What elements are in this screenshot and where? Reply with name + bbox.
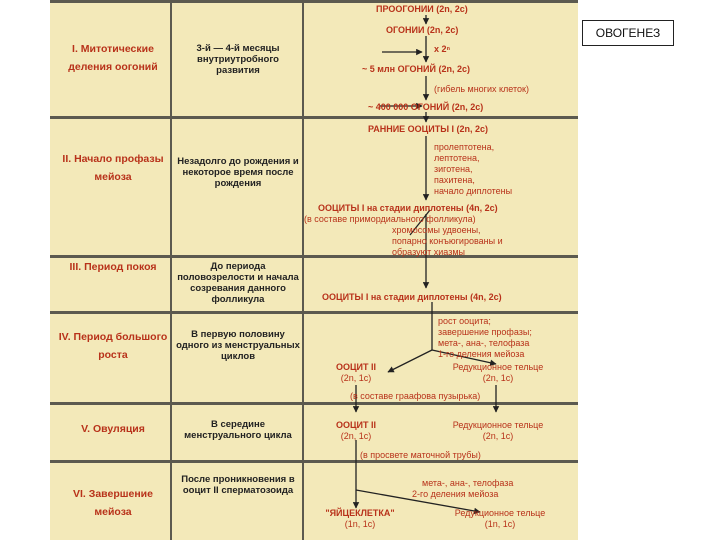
meiosis2-note: мета-, ана-, телофаза [422, 478, 514, 488]
stage-label: I. Митотические деления оогоний [68, 43, 158, 73]
growth-note: мета-, ана-, телофаза [438, 338, 530, 348]
chromosome-note: хромосомы удвоены, [392, 225, 481, 235]
cell-death-label: (гибель многих клеток) [434, 84, 529, 94]
stage-label: II. Начало профазы мейоза [62, 153, 164, 183]
growth-note: завершение профазы; [438, 327, 532, 337]
stage-label: III. Период покоя [69, 261, 157, 273]
prophase-stage: лептотена, [434, 153, 480, 163]
prophase-stage: пахитена, [434, 175, 475, 185]
tube-note: (в просвете маточной трубы) [360, 450, 481, 460]
diagram-title: ОВОГЕНЕЗ [582, 20, 674, 46]
early-oocytes-label: РАННИЕ ООЦИТЫ I (2n, 2c) [368, 124, 489, 134]
oocyte2-ovulated-label: ООЦИТ II [335, 420, 377, 430]
timing-text: После проникновения в ооцит II сперматозоида [181, 474, 295, 496]
timing-text: В середине менструального цикла [184, 419, 292, 441]
oogonia-400k-label: ~ 400 000 ОГОНИЙ (2n, 2c) [368, 102, 484, 112]
timing-text: В первую половину одного из менструальных циклов [176, 329, 300, 362]
growth-note: рост ооцита; [438, 316, 491, 326]
multiplication-label: x 2ⁿ [434, 44, 451, 54]
prophase-stage: начало диплотены [434, 186, 513, 196]
egg-label: "ЯЙЦЕКЛЕТКА" [325, 508, 395, 518]
proogonii-label: ПРООГОНИИ (2n, 2c) [376, 4, 468, 14]
chromosome-note: попарно конъюгированы и [392, 236, 503, 246]
polar-body-label: Редукционное тельце [452, 420, 544, 430]
timing-text: Незадолго до рождения и некоторое время после рождения [177, 156, 299, 189]
polar-body-label: Редукционное тельце [454, 508, 546, 518]
egg-formula: (1n, 1c) [344, 519, 376, 529]
oogonii-label: ОГОНИИ (2n, 2c) [386, 25, 459, 35]
growth-note: 1-го деления мейоза [438, 349, 525, 359]
oocyte2-label: ООЦИТ II [335, 362, 377, 372]
follicle-note: (в составе примордиального фолликула) [304, 214, 476, 224]
oocyte2-ovulated-formula: (2n, 1c) [340, 431, 372, 441]
polar-body-label: Редукционное тельце [452, 362, 544, 372]
flow-arrows [50, 0, 578, 540]
polar-body-formula: (1n, 1c) [484, 519, 516, 529]
timing-text: До периода половозрелости и начала созревания данного фолликула [177, 261, 299, 305]
oocytes-diplotene-label: ООЦИТЫ I на стадии диплотены (4n, 2c) [318, 203, 498, 213]
oocyte2-formula: (2n, 1c) [340, 373, 372, 383]
stage-label: V. Овуляция [81, 423, 145, 435]
prophase-stage: зиготена, [434, 164, 473, 174]
oogonia-5mln-label: ~ 5 млн ОГОНИЙ (2n, 2c) [362, 64, 471, 74]
oocytes-rest-label: ООЦИТЫ I на стадии диплотены (4n, 2c) [322, 292, 502, 302]
timing-text: 3-й — 4-й месяцы внутриутробного развития [196, 43, 280, 76]
stage-label: VI. Завершение мейоза [73, 488, 153, 518]
meiosis2-note: 2-го деления мейоза [412, 489, 499, 499]
chromosome-note: образуют хиазмы [392, 247, 465, 257]
polar-body-formula: (2n, 1c) [482, 431, 514, 441]
graafian-note: (в составе граафова пузырька) [350, 391, 481, 401]
prophase-stage: пролептотена, [434, 142, 495, 152]
polar-body-formula: (2n, 1c) [482, 373, 514, 383]
ovogenesis-diagram [50, 0, 578, 540]
stage-label: IV. Период большого роста [58, 331, 168, 361]
